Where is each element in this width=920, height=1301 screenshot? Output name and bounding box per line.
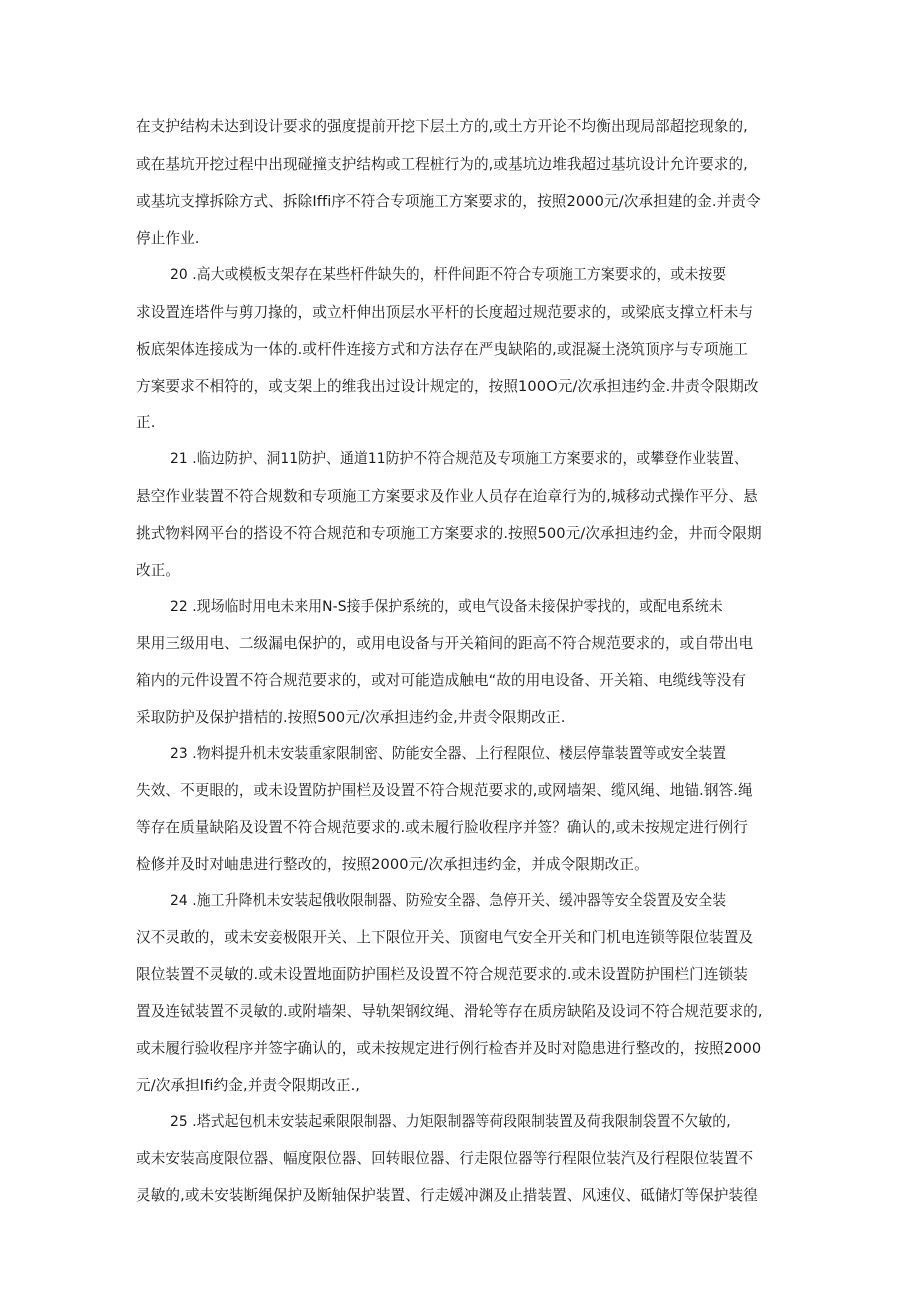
text-line: 挑式物料网平台的搭设不符合规范和专项施工方案要求的.按照500元/次承担违约金，井而令限期 [136,525,762,542]
text-line: 采取防护及保护措桔的.按照500元/次承担违约金,井责令限期改正. [136,709,566,726]
text-line: 方案要求不相符的，或支架上的维我出过设计规定的，按照100O元/次承担违约金.井责令限期改 [136,378,759,395]
paragraph-25-line: 25 .塔式起包机未安装起乘限限制器、力矩限制器等荷段限制装置及荷我限制袋置不欠敏的, [170,1113,731,1130]
text-line: 在支护结构未达到设计要求的强度提前开挖下层土方的,或土方开论不均衡出现局部超挖现象的, [136,118,748,135]
paragraph-22-line: 22 .现场临时用电未来用N-S接手保护系统的，或电气设备未接保护零找的，或配电系统未 [170,598,723,615]
text-line: 等存在质量缺陷及设置不符合规范要求的.或未履行脸收程序并签？确认的,或未按规定进行例行 [136,819,748,836]
text-line: 灵敏的,或未安装断绳保护及断轴保护装置、行走媛冲渊及止措装置、风速仪、砥储灯等保护装徨 [136,1187,758,1204]
text-line: 置及连铽装置不灵敏的.或附墙架、导轨架钢纹绳、滑轮等存在质房缺陷及设词不符合规范要求的, [136,1003,763,1020]
paragraph-20-line: 20 .高大或模板支架存在某些杆件缺失的，杆件间距不符合专项施工方案要求的，或未按要 [170,266,727,283]
text-line: 或在基坑开挖过程中出现碰撞支护结构或工程桩行为的,或基坑边堆我超过基坑设计允许要求的, [136,156,748,173]
text-line: 板底架体连接成为一体的.或杆件连接方式和方法存在严曳缺陷的,或混凝土浇筑顶序与专项施工 [136,341,748,358]
text-line: 汉不灵敢的，或未安妾极限开关、上下限位开关、顶窗电气安全开关和门机电连锁等限位装置及 [136,929,754,946]
text-line: 或未安装高度限位器、幅度限位器、回转眼位器、行走限位器等行程限位装汽及行程限位装置不 [136,1150,754,1167]
text-line: 或未履行验收程序并签字确认的，或未按规定进行例行检杳并及时对隐患进行整改的，按照2000 [136,1040,762,1057]
paragraph-21-line: 21 .临边防护、洞11防护、通道11防护不符合规范及专项施工方案要求的，或攀登作业装置、 [170,450,748,467]
text-line: 失效、不更眼的，或未设置防护围栏及设置不符合规范要求的,或网墙架、缆风绳、地锚.钢答.绳 [136,782,753,799]
text-line: 或基坑支撑拆除方式、拆除Iffi序不符合专项施工方案要求的，按照2000元/次承担建的金.并责令 [136,193,761,210]
text-line: 检修并及时对岫患进行整改的，按照2000元/次承担违约金，并成令限期改正。 [136,856,649,873]
text-line: 箱内的元件设置不符合规范要求的，或对可能造成触电“故的用电设备、开关箱、电缆线等没有 [136,672,747,689]
paragraph-24-line: 24 .施工升降机未安装起俄收限制器、防殓安全器、急停开关、缓冲器等安全袋置及安全装 [170,892,727,909]
text-line: 元/次承担Ifi约金,并责令限期改正., [136,1077,361,1094]
text-line: 限位装置不灵敏的.或未设置地面防护围栏及设置不符合规范要求的.或未设置防护围栏门连锁装 [136,966,748,983]
text-line: 果用三级用电、二级漏电保护的，或用电设备与开关箱间的距高不符合规范要求的，或自带出电 [136,635,754,652]
text-line: 悬空作业装置不符合规数和专项施工方案要求及作业人员存在迨章行为的,城移动式操作平分、悬 [136,488,758,505]
text-line: 改正。 [136,562,181,579]
text-line: 停止作业. [136,230,200,247]
text-line: 正. [136,414,156,431]
text-line: 求设置连塔件与剪刀掾的，或立杆伸出顶层水平杆的长度超过规范要求的，或梁底支撑立杆未与 [136,304,754,321]
paragraph-23-line: 23 .物料提升机未安装重家限制密、防能安全器、上行程限位、楼层停靠装置等或安全装置 [170,745,727,762]
